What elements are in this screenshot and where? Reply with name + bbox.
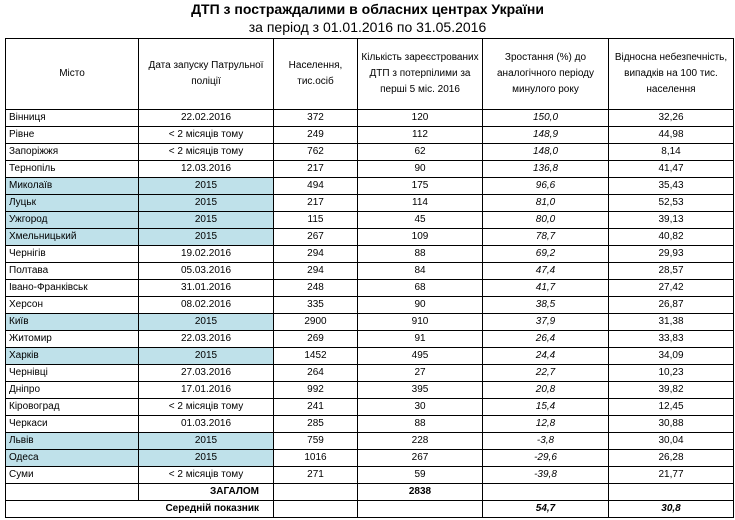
header-date: Дата запуску Патрульної поліції bbox=[139, 39, 274, 110]
cell-growth: 80,0 bbox=[483, 212, 609, 229]
cell-danger: 26,87 bbox=[609, 297, 734, 314]
cell-population: 249 bbox=[274, 127, 358, 144]
cell-city: Тернопіль bbox=[6, 161, 139, 178]
header-count: Кількість зареєстрованих ДТП з потерпілими за перші 5 міс. 2016 bbox=[358, 39, 483, 110]
cell-count: 84 bbox=[358, 263, 483, 280]
accidents-table bbox=[5, 38, 734, 518]
cell-city: Вінниця bbox=[6, 110, 139, 127]
cell-population: 217 bbox=[274, 161, 358, 178]
cell-population: 2900 bbox=[274, 314, 358, 331]
cell-growth: 15,4 bbox=[483, 399, 609, 416]
cell-date: < 2 місяців тому bbox=[139, 399, 274, 416]
average-empty-cell bbox=[274, 501, 358, 518]
cell-population: 494 bbox=[274, 178, 358, 195]
cell-count: 90 bbox=[358, 297, 483, 314]
table-row bbox=[6, 280, 734, 297]
cell-growth: 41,7 bbox=[483, 280, 609, 297]
cell-date: 2015 bbox=[139, 348, 274, 365]
average-label: Середній показник bbox=[6, 501, 274, 518]
cell-city: Івано-Франківськ bbox=[6, 280, 139, 297]
cell-danger: 30,04 bbox=[609, 433, 734, 450]
table-row bbox=[6, 161, 734, 178]
cell-count: 114 bbox=[358, 195, 483, 212]
cell-growth: 69,2 bbox=[483, 246, 609, 263]
table-row bbox=[6, 144, 734, 161]
cell-count: 88 bbox=[358, 416, 483, 433]
cell-date: 17.01.2016 bbox=[139, 382, 274, 399]
cell-growth: 78,7 bbox=[483, 229, 609, 246]
cell-growth: -29,6 bbox=[483, 450, 609, 467]
cell-danger: 29,93 bbox=[609, 246, 734, 263]
cell-city: Миколаїв bbox=[6, 178, 139, 195]
cell-danger: 30,88 bbox=[609, 416, 734, 433]
cell-growth: 38,5 bbox=[483, 297, 609, 314]
total-label: ЗАГАЛОМ bbox=[139, 484, 274, 501]
cell-population: 294 bbox=[274, 246, 358, 263]
table-row bbox=[6, 433, 734, 450]
cell-date: 2015 bbox=[139, 450, 274, 467]
header-growth: Зростання (%) до аналогічного періоду минулого року bbox=[483, 39, 609, 110]
cell-count: 120 bbox=[358, 110, 483, 127]
table-row bbox=[6, 297, 734, 314]
cell-city: Ужгород bbox=[6, 212, 139, 229]
cell-population: 335 bbox=[274, 297, 358, 314]
cell-count: 395 bbox=[358, 382, 483, 399]
cell-date: 2015 bbox=[139, 195, 274, 212]
cell-population: 285 bbox=[274, 416, 358, 433]
table-row bbox=[6, 331, 734, 348]
cell-danger: 12,45 bbox=[609, 399, 734, 416]
cell-danger: 10,23 bbox=[609, 365, 734, 382]
cell-count: 45 bbox=[358, 212, 483, 229]
cell-count: 109 bbox=[358, 229, 483, 246]
cell-danger: 21,77 bbox=[609, 467, 734, 484]
cell-city: Суми bbox=[6, 467, 139, 484]
page-subtitle: за період з 01.01.2016 по 31.05.2016 bbox=[248, 19, 487, 35]
cell-growth: 136,8 bbox=[483, 161, 609, 178]
cell-city: Чернігів bbox=[6, 246, 139, 263]
cell-growth: 81,0 bbox=[483, 195, 609, 212]
cell-count: 30 bbox=[358, 399, 483, 416]
cell-growth: 22,7 bbox=[483, 365, 609, 382]
cell-date: 2015 bbox=[139, 229, 274, 246]
cell-danger: 41,47 bbox=[609, 161, 734, 178]
cell-population: 271 bbox=[274, 467, 358, 484]
cell-growth: 148,9 bbox=[483, 127, 609, 144]
cell-date: 27.03.2016 bbox=[139, 365, 274, 382]
cell-city: Дніпро bbox=[6, 382, 139, 399]
table-row bbox=[6, 127, 734, 144]
cell-date: 05.03.2016 bbox=[139, 263, 274, 280]
average-row bbox=[6, 501, 734, 518]
total-empty-cell bbox=[483, 484, 609, 501]
cell-population: 267 bbox=[274, 229, 358, 246]
table-row bbox=[6, 229, 734, 246]
table-row bbox=[6, 382, 734, 399]
table-row bbox=[6, 195, 734, 212]
cell-growth: 24,4 bbox=[483, 348, 609, 365]
cell-count: 228 bbox=[358, 433, 483, 450]
cell-count: 62 bbox=[358, 144, 483, 161]
cell-date: 2015 bbox=[139, 433, 274, 450]
cell-danger: 33,83 bbox=[609, 331, 734, 348]
cell-population: 294 bbox=[274, 263, 358, 280]
cell-city: Львів bbox=[6, 433, 139, 450]
cell-population: 1452 bbox=[274, 348, 358, 365]
cell-population: 269 bbox=[274, 331, 358, 348]
cell-date: < 2 місяців тому bbox=[139, 127, 274, 144]
cell-count: 59 bbox=[358, 467, 483, 484]
total-count: 2838 bbox=[358, 484, 483, 501]
cell-danger: 8,14 bbox=[609, 144, 734, 161]
cell-city: Запоріжжя bbox=[6, 144, 139, 161]
cell-count: 90 bbox=[358, 161, 483, 178]
header-city: Місто bbox=[6, 39, 139, 110]
cell-danger: 32,26 bbox=[609, 110, 734, 127]
table-row bbox=[6, 178, 734, 195]
cell-count: 68 bbox=[358, 280, 483, 297]
cell-growth: 148,0 bbox=[483, 144, 609, 161]
table-header-row bbox=[6, 39, 734, 110]
cell-date: 19.02.2016 bbox=[139, 246, 274, 263]
cell-city: Одеса bbox=[6, 450, 139, 467]
cell-date: 31.01.2016 bbox=[139, 280, 274, 297]
cell-count: 27 bbox=[358, 365, 483, 382]
cell-population: 372 bbox=[274, 110, 358, 127]
cell-date: 12.03.2016 bbox=[139, 161, 274, 178]
cell-count: 495 bbox=[358, 348, 483, 365]
cell-city: Полтава bbox=[6, 263, 139, 280]
total-row bbox=[6, 484, 734, 501]
cell-danger: 44,98 bbox=[609, 127, 734, 144]
cell-population: 115 bbox=[274, 212, 358, 229]
cell-date: 01.03.2016 bbox=[139, 416, 274, 433]
cell-date: 22.03.2016 bbox=[139, 331, 274, 348]
cell-date: 2015 bbox=[139, 178, 274, 195]
cell-date: 22.02.2016 bbox=[139, 110, 274, 127]
cell-danger: 39,82 bbox=[609, 382, 734, 399]
cell-date: 2015 bbox=[139, 212, 274, 229]
cell-danger: 35,43 bbox=[609, 178, 734, 195]
cell-city: Житомир bbox=[6, 331, 139, 348]
average-danger: 30,8 bbox=[609, 501, 734, 518]
table-body bbox=[6, 110, 734, 484]
table-row bbox=[6, 348, 734, 365]
cell-danger: 52,53 bbox=[609, 195, 734, 212]
cell-date: 08.02.2016 bbox=[139, 297, 274, 314]
cell-growth: 20,8 bbox=[483, 382, 609, 399]
header-danger: Відносна небезпечність, випадків на 100 тис. населення bbox=[609, 39, 734, 110]
cell-city: Рівне bbox=[6, 127, 139, 144]
table-row bbox=[6, 450, 734, 467]
cell-date: < 2 місяців тому bbox=[139, 144, 274, 161]
header-population: Населення, тис.осіб bbox=[274, 39, 358, 110]
table-row bbox=[6, 110, 734, 127]
cell-danger: 40,82 bbox=[609, 229, 734, 246]
cell-growth: 47,4 bbox=[483, 263, 609, 280]
cell-danger: 27,42 bbox=[609, 280, 734, 297]
cell-population: 241 bbox=[274, 399, 358, 416]
table-row bbox=[6, 314, 734, 331]
page-title: ДТП з постраждалими в обласних центрах України bbox=[191, 1, 544, 17]
cell-date: 2015 bbox=[139, 314, 274, 331]
cell-count: 112 bbox=[358, 127, 483, 144]
total-empty-cell bbox=[274, 484, 358, 501]
total-empty-cell bbox=[6, 484, 139, 501]
cell-count: 267 bbox=[358, 450, 483, 467]
cell-growth: -3,8 bbox=[483, 433, 609, 450]
cell-city: Луцьк bbox=[6, 195, 139, 212]
cell-population: 217 bbox=[274, 195, 358, 212]
cell-growth: 26,4 bbox=[483, 331, 609, 348]
cell-date: < 2 місяців тому bbox=[139, 467, 274, 484]
cell-growth: 37,9 bbox=[483, 314, 609, 331]
cell-danger: 26,28 bbox=[609, 450, 734, 467]
cell-city: Херсон bbox=[6, 297, 139, 314]
average-empty-cell bbox=[358, 501, 483, 518]
table-row bbox=[6, 263, 734, 280]
cell-population: 248 bbox=[274, 280, 358, 297]
cell-count: 910 bbox=[358, 314, 483, 331]
cell-danger: 31,38 bbox=[609, 314, 734, 331]
cell-city: Харків bbox=[6, 348, 139, 365]
cell-growth: 12,8 bbox=[483, 416, 609, 433]
cell-population: 759 bbox=[274, 433, 358, 450]
cell-danger: 39,13 bbox=[609, 212, 734, 229]
cell-population: 762 bbox=[274, 144, 358, 161]
table-row bbox=[6, 467, 734, 484]
table-row bbox=[6, 399, 734, 416]
cell-city: Черкаси bbox=[6, 416, 139, 433]
cell-growth: 150,0 bbox=[483, 110, 609, 127]
cell-count: 91 bbox=[358, 331, 483, 348]
cell-count: 88 bbox=[358, 246, 483, 263]
cell-growth: 96,6 bbox=[483, 178, 609, 195]
cell-population: 992 bbox=[274, 382, 358, 399]
total-empty-cell bbox=[609, 484, 734, 501]
table-row bbox=[6, 365, 734, 382]
cell-danger: 34,09 bbox=[609, 348, 734, 365]
cell-city: Хмельницький bbox=[6, 229, 139, 246]
cell-city: Київ bbox=[6, 314, 139, 331]
cell-count: 175 bbox=[358, 178, 483, 195]
table-row bbox=[6, 416, 734, 433]
table-row bbox=[6, 246, 734, 263]
cell-danger: 28,57 bbox=[609, 263, 734, 280]
cell-city: Кіровоград bbox=[6, 399, 139, 416]
cell-growth: -39,8 bbox=[483, 467, 609, 484]
cell-city: Чернівці bbox=[6, 365, 139, 382]
average-growth: 54,7 bbox=[483, 501, 609, 518]
cell-population: 1016 bbox=[274, 450, 358, 467]
cell-population: 264 bbox=[274, 365, 358, 382]
table-row bbox=[6, 212, 734, 229]
